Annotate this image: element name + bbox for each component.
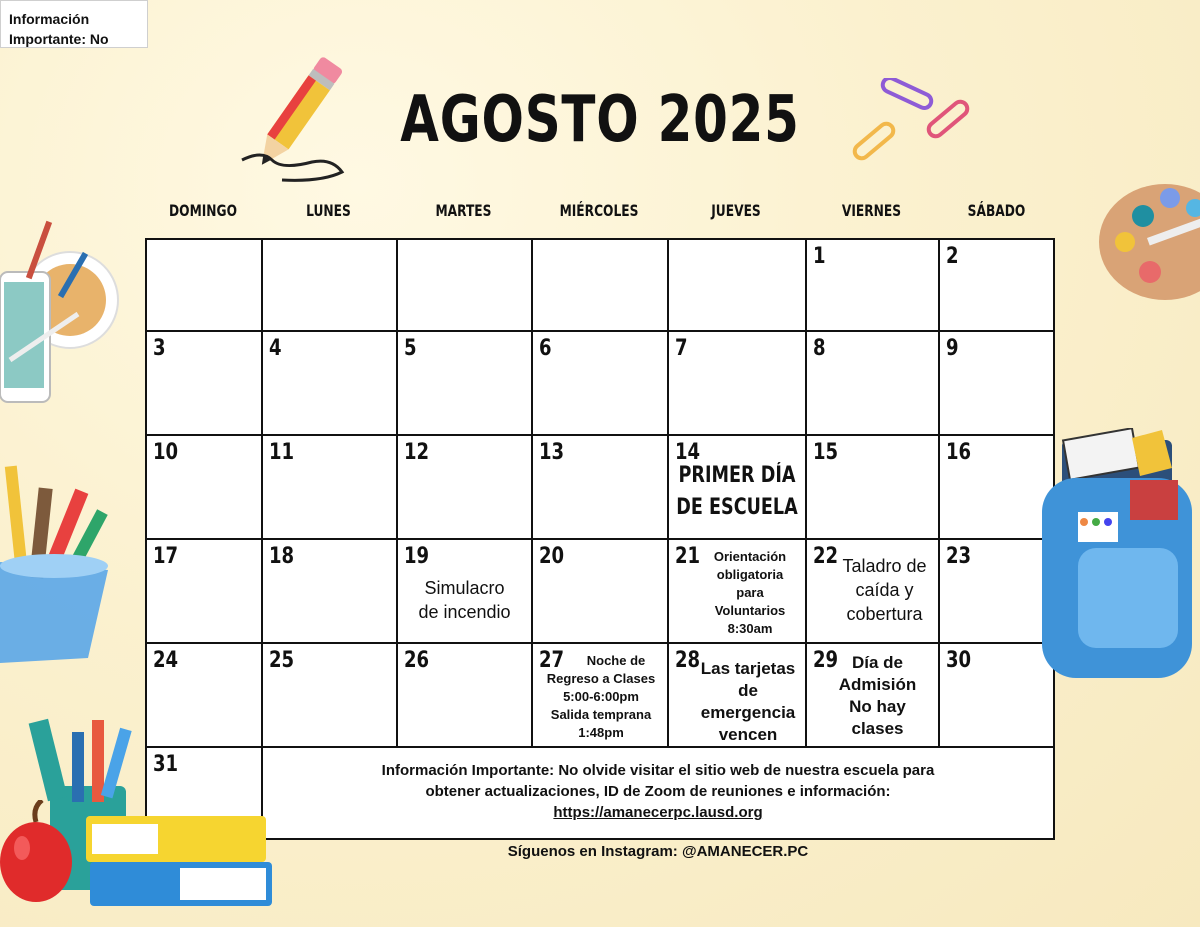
paperclips-icon [845, 78, 975, 170]
day-number: 6 [539, 336, 552, 361]
calendar-cell-day [531, 642, 669, 748]
page-title: AGOSTO 2025 [400, 83, 800, 157]
pencil-icon [232, 50, 352, 190]
calendar-cell-day [531, 434, 669, 540]
weekday-tuesday: MARTES [435, 201, 492, 220]
calendar-cell-day [667, 330, 807, 436]
day-number: 7 [675, 336, 688, 361]
day-number: 15 [813, 440, 839, 465]
calendar-cell-day [396, 434, 533, 540]
day-number: 11 [269, 440, 295, 465]
day-number: 14 [675, 440, 701, 465]
day-number: 8 [813, 336, 826, 361]
event-line: 5:00-6:00pm [563, 689, 639, 704]
weekday-thursday: JUEVES [711, 201, 761, 220]
day-number: 21 [675, 544, 701, 569]
event-line: Admisión [838, 675, 917, 694]
event-line: de incendio [418, 602, 511, 622]
event-fire-drill [402, 576, 527, 624]
calendar-cell-day [667, 642, 807, 748]
event-line: 8:30am [727, 621, 773, 636]
event-line: caída y [855, 580, 914, 600]
event-line: Regreso a Clases [546, 671, 656, 686]
weekday-saturday: SÁBADO [967, 201, 1026, 220]
calendar-cell-day [145, 434, 263, 540]
day-number: 2 [946, 244, 959, 269]
calendar-cell-day [145, 538, 263, 644]
calendar-cell-day [396, 642, 533, 748]
event-line: obligatoria [716, 567, 784, 582]
day-number: 26 [404, 648, 430, 673]
day-number: 17 [153, 544, 179, 569]
event-line: Noche de [586, 653, 646, 668]
calendar-cell-day [667, 538, 807, 644]
calendar-cell-day [805, 642, 940, 748]
calendar-grid [145, 238, 1055, 860]
event-first-day-of-school [673, 460, 801, 524]
event-line: 1:48pm [578, 725, 624, 740]
calendar-cell-day [667, 434, 807, 540]
event-drop-cover-drill [833, 554, 936, 626]
day-number: 29 [813, 648, 839, 673]
calendar-cell-day [938, 238, 1055, 332]
weekday-friday: VIERNES [841, 201, 902, 220]
event-line: Salida temprana [550, 707, 652, 722]
weekday-monday: LUNES [306, 201, 351, 220]
tablet-art-sticker-icon [0, 210, 120, 420]
calendar-cell-day [805, 238, 940, 332]
calendar-cell-day [261, 538, 398, 644]
backpack-icon [1022, 428, 1200, 690]
event-line: vencen [718, 725, 778, 744]
apple-icon [0, 800, 76, 904]
calendar-cell-day [261, 642, 398, 748]
weekday-wednesday: MIÉRCOLES [559, 201, 639, 220]
day-number: 20 [539, 544, 565, 569]
info-box: Información Importante: No [0, 0, 148, 48]
day-number: 12 [404, 440, 430, 465]
calendar-cell-empty [145, 238, 263, 332]
calendar-cell-day [805, 330, 940, 436]
calendar-cell-day [261, 434, 398, 540]
day-number: 25 [269, 648, 295, 673]
day-number: 1 [813, 244, 826, 269]
day-number: 24 [153, 648, 179, 673]
calendar-cell-day [145, 330, 263, 436]
info-banner [261, 746, 1055, 860]
day-number: 16 [946, 440, 972, 465]
day-number: 18 [269, 544, 295, 569]
day-number: 23 [946, 544, 972, 569]
calendar-cell-day [531, 330, 669, 436]
weekday-header [145, 198, 1055, 224]
event-line: Orientación [713, 549, 787, 564]
event-line: PRIMER DÍA [678, 463, 796, 488]
calendar-cell-day [396, 538, 533, 644]
calendar-cell-day [805, 434, 940, 540]
calendar-cell-day [396, 330, 533, 436]
day-number: 5 [404, 336, 417, 361]
day-number: 9 [946, 336, 959, 361]
event-line: emergencia [700, 703, 796, 722]
event-line: para [736, 585, 764, 600]
event-line: cobertura [846, 604, 923, 624]
pencil-cup-icon [0, 458, 115, 673]
event-back-to-school-night [537, 652, 665, 742]
instagram-line: Síguenos en Instagram: @AMANECER.PC [507, 843, 809, 860]
day-number: 22 [813, 544, 839, 569]
calendar-cell-empty [531, 238, 669, 332]
website-link[interactable]: https://amanecerpc.lausd.org [553, 804, 763, 821]
calendar-cell-empty [396, 238, 533, 332]
calendar-cell-day [531, 538, 669, 644]
event-line: No hay [849, 697, 906, 716]
banner-message [353, 760, 963, 823]
calendar-cell-day [938, 330, 1055, 436]
banner-text: Información Importante: No olvide visitar el sitio web de nuestra escuela para obtener actualizaciones, ID de Zoom de reuniones e información: [381, 762, 935, 800]
event-emergency-cards-due [693, 658, 803, 746]
day-number: 28 [675, 648, 701, 673]
event-line: Simulacro [424, 578, 505, 598]
day-number: 27 [539, 648, 565, 673]
calendar-cell-day [261, 330, 398, 436]
day-number: 13 [539, 440, 565, 465]
event-line: Voluntarios [714, 603, 786, 618]
event-line: de [738, 681, 758, 700]
day-number: 19 [404, 544, 430, 569]
event-admission-day [821, 652, 934, 740]
event-line: Día de [851, 653, 904, 672]
day-number: 3 [153, 336, 166, 361]
weekday-sunday: DOMINGO [169, 201, 237, 220]
day-number: 30 [946, 648, 972, 673]
calendar-cell-day [805, 538, 940, 644]
event-line: clases [851, 719, 904, 738]
calendar-cell-empty [667, 238, 807, 332]
event-line: Taladro de [842, 556, 927, 576]
event-line: DE ESCUELA [676, 495, 798, 520]
event-line: Las tarjetas [700, 659, 796, 678]
paint-palette-icon [1095, 172, 1200, 312]
day-number: 10 [153, 440, 179, 465]
event-volunteer-orientation [699, 548, 801, 638]
day-number: 31 [153, 752, 179, 777]
day-number: 4 [269, 336, 282, 361]
calendar-cell-empty [261, 238, 398, 332]
